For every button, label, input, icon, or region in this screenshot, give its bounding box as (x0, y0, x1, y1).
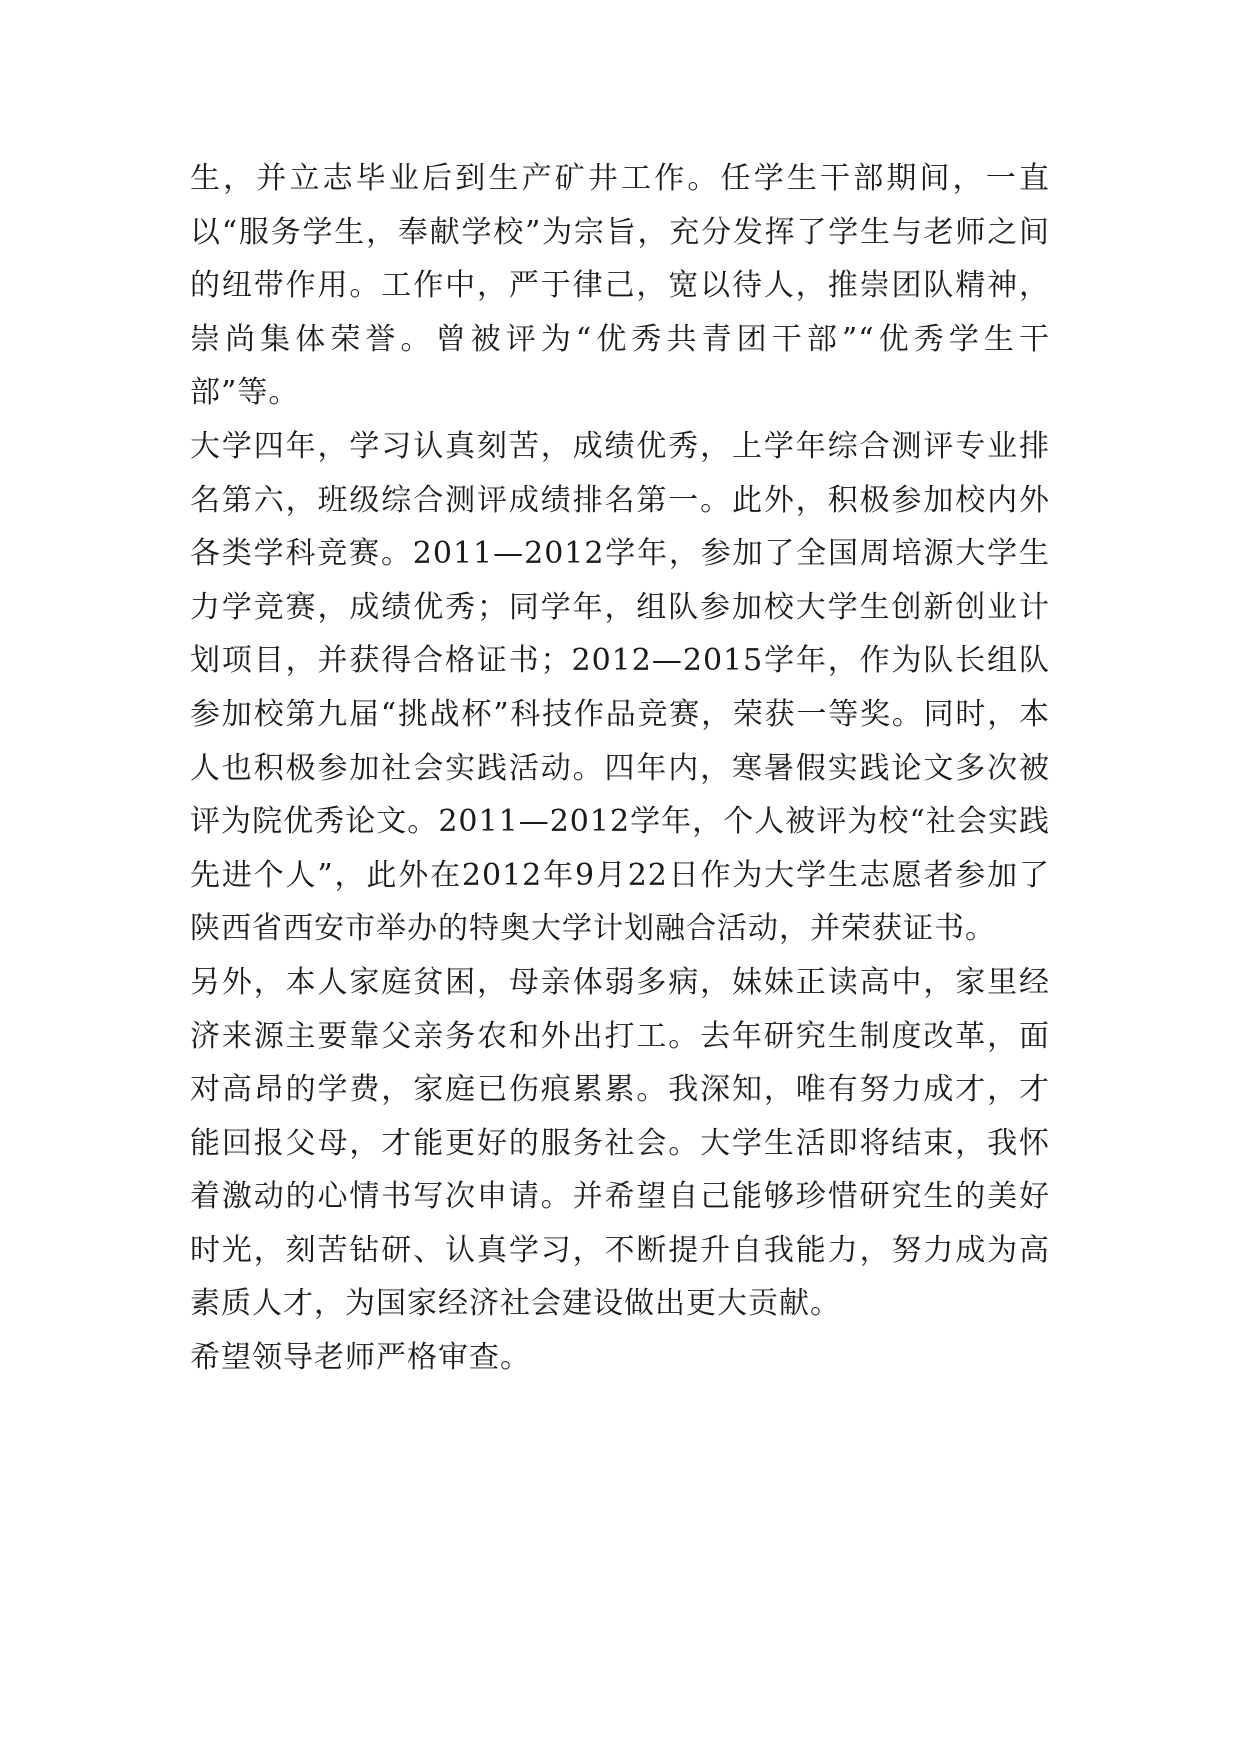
paragraph-family-situation: 另外，本人家庭贫困，母亲体弱多病，妹妹正读高中，家里经济来源主要靠父亲务农和外出打工。去年研究生制度改革，面对高昂的学费，家庭已伤痕累累。我深知，唯有努力成才，才能回报父母，才能更好的服务社会。大学生活即将结束，我怀着激动的心情书写次申请。并希望自己能够珍惜研究生的美好时光，刻苦钻研、认真学习，不断提升自我能力，努力成为高素质人才，为国家经济社会建设做出更大贡献。 (190, 964, 1050, 1322)
body-text (190, 152, 1050, 1385)
paragraph-student-leader: 生，并立志毕业后到生产矿井工作。任学生干部期间，一直以“服务学生，奉献学校”为宗旨，充分发挥了学生与老师之间的纽带作用。工作中，严于律己，宽以待人，推崇团队精神，崇尚集体荣誉。曾被评为“优秀共青团干部”“优秀学生干部”等。 (190, 161, 1050, 411)
paragraph-closing-request: 希望领导老师严格审查。 (190, 1340, 531, 1376)
paragraph-academic-record: 大学四年，学习认真刻苦，成绩优秀，上学年综合测评专业排名第六，班级综合测评成绩排名第一。此外，积极参加校内外各类学科竞赛。2011—2012学年，参加了全国周培源大学生力学竞赛，成绩优秀；同学年，组队参加校大学生创新创业计划项目，并获得合格证书；2012—2015学年，作为队长组队参加校第九届“挑战杯”科技作品竞赛，荣获一等奖。同时，本人也积极参加社会实践活动。四年内，寒暑假实践论文多次被评为院优秀论文。2011—2012学年，个人被评为校“社会实践先进个人”，此外在2012年9月22日作为大学生志愿者参加了陕西省西安市举办的特奥大学计划融合活动，并荣获证书。 (190, 428, 1050, 947)
